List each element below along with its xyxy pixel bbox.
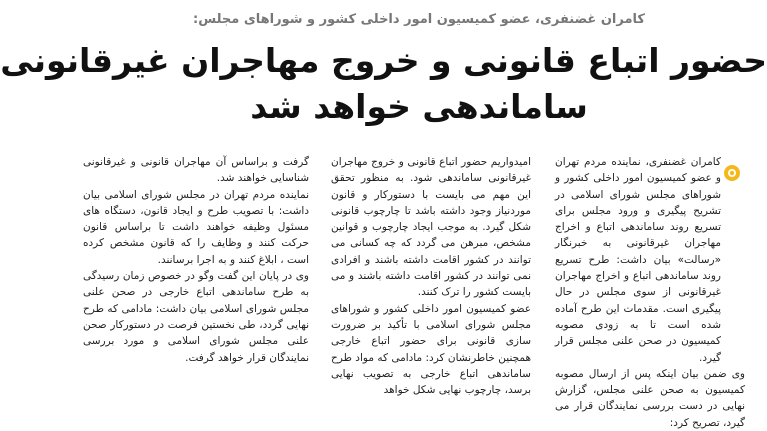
article-column-3 [83,154,309,404]
column-1-paragraph-1: کامران غضنفری، نماینده مردم تهران و عضو کمیسیون امور داخلی کشور و شوراهای مجلس شورای اسلامی در تشریح پیگیری و ورود مجلس برای تسریع روند ساماندهی اتباع و اخراج مهاجران غیرقانونی به خبرنگار «رسالت» بیان داشت: طرح تسریع روند ساماندهی اتباع و اخراج مهاجران غیرقانونی از سوی مجلس در حال پیگیری است. مقدمات این طرح آماده شده است تا به زودی مصوبه کمیسیون در صحن علنی مجلس قرار گیرد. [555,156,721,364]
column-3-paragraph-2: نماینده مردم تهران در مجلس شورای اسلامی بیان داشت: با تصویب طرح و ایجاد قانون، دستگاه های مسئول وظیفه خواهند داشت تا براساس قانون حرکت کنند و وظایف را که قانون مشخص کرده است ، ابلاغ کنند و به اجرا برسانند. [83,188,309,266]
column-2-paragraph-2: عضو کمیسیون امور داخلی کشور و شوراهای مجلس شورای اسلامی با تأکید بر ضرورت سازی قانونی برای حضور اتباع خارجی همچنین خاطرنشان کرد: مادامی که مواد طرح ساماندهی اتباع خارجی به تصویب نهایی برسد، چارچوب نهایی شکل خواهد [331,302,531,397]
headline-line-2: ساماندهی خواهد شد [250,87,588,126]
article-column-2 [331,154,531,404]
column-2-paragraph-1: امیدواریم حضور اتباع قانونی و خروج مهاجران غیرقانونی ساماندهی شود. به منظور تحقق این مهم می بایست با دستورکار و قانون موردنیاز وجود داشته باشد تا چارچوب قانونی شکل گیرد. به موجب ایجاد چارچوب و قوانین مشخص، مبرهن می گردد که چه کسانی می توانند در کشور اقامت داشته باشند و افرادی نمی توانند در کشور اقامت داشته باشند و می بایست کشور را ترک کنند. [331,156,531,299]
column-3-paragraph-1: گرفت و براساس آن مهاجران قانونی و غیرقانونی شناسایی خواهند شد. [83,156,309,185]
column-3-paragraph-3: وی در پایان این گفت وگو در خصوص زمان رسیدگی به طرح ساماندهی اتباع خارجی در صحن علنی مجلس شورای اسلامی بیان داشت: مادامی که طرح نهایی گردد، طی نخستین فرصت در دستورکار صحن علنی مجلس شورای اسلامی و مورد بررسی نمایندگان قرار خواهد گرفت. [83,270,309,364]
headline-line-1: حضور اتباع قانونی و خروج مهاجران غیرقانونی [0,41,767,80]
article-headline [0,38,767,130]
article-column-1 [555,154,745,429]
article-kicker: کامران غضنفری، عضو کمیسیون امور داخلی کشور و شوراهای مجلس: [193,12,645,27]
column-1-paragraph-2: وی ضمن بیان اینکه پس از ارسال مصوبه کمیسیون به صحن علنی مجلس، گزارش نهایی در دست بررسی نمایندگان قرار می گیرد، تصریح کرد: [555,367,745,429]
